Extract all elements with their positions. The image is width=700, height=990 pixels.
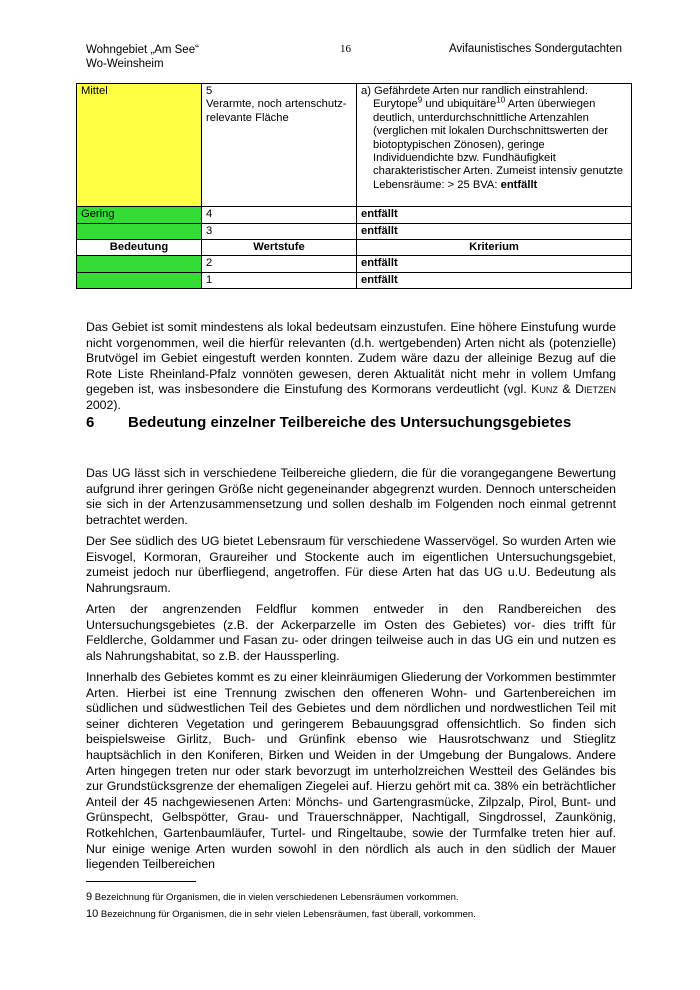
bedeutung-cell: Gering <box>77 207 202 223</box>
header-report-type: Avifaunistisches Sondergutachten <box>448 43 622 55</box>
kriterium-cell <box>357 223 632 239</box>
evaluation-table <box>76 83 632 289</box>
footnote-ref-10[interactable]: 10 <box>496 95 506 105</box>
kriterium-text: Arten überwiegen deutlich, unterdurchschnittliche Artenzahlen (verglichen mit lokalen Durchschnittswerten der biotoptypischen Zönosen), geringe Individuendichte bzw. Fundhäufigkeit charakteristischer Arten. Zumeist intensiv genutzte Lebensräume: > 25 BVA: <box>373 98 623 191</box>
kriterium-text: Eurytope <box>373 98 418 111</box>
paragraph-internal-structure: Innerhalb des Gebietes kommt es zu einer kleinräumigen Gliederung der Vorkommen bestimmter Arten. Hierbei ist eine Trennung zwischen den offeneren Wohn- und Gartenbereichen im südlichen und südwestlichen Teil des Gebietes und dem nördlichen und nordwestlichen Teil mit seiner dichteren Vegetation und geringerem Bebauungsgrad offensichtlich. So finden sich beispielsweise Girlitz, Buch- und Grünfink ebenso wie Hausrotschwanz und Stieglitz hauptsächlich in den Koniferen, Birken und Weiden in der Umgebung der Bungalows. Andere Arten hingegen treten nur oder stark bevorzugt im unterholzreichen Westteil des Geländes bis zur Grundstücksgrenze der ehemaligen Ziegelei auf. Hierzu gehört mit ca. 38% ein beträchtlicher Anteil der 45 nachgewiesenen Arten: Mönchs- und Gartengrasmücke, Zilpzalp, Pirol, Bunt- und Grünspecht, Gelbspötter, Grau- und Trauerschnäpper, Nachtigall, Singdrossel, Zaunkönig, Rotkehlchen, Gartenbaumläufer, Turtel- und Ringeltaube, sowie der Turmfalke treten hier auf. Nur einige wenige Arten wurden sowohl in den nördlich als auch in den südlich der Mauer liegenden Teilbereichen <box>86 670 616 872</box>
paragraph-subareas: Das UG lässt sich in verschiedene Teilbereiche gliedern, die für die vorangegangene Bewertung aufgrund ihrer geringen Größe nicht gegeneinander abgegrenzt wurden. Dennoch unterscheiden sie sich in der Artenzusammensetzung und sollen deshalb im Folgenden noch einmal getrennt betrachtet werden. <box>86 466 616 527</box>
kriterium-text: und ubiquitäre <box>422 98 497 111</box>
footnote-ref-9[interactable]: 9 <box>417 95 423 105</box>
paragraph-assessment <box>86 320 616 414</box>
kriterium-cell <box>357 207 632 223</box>
kriterium-result: entfällt <box>361 273 398 286</box>
kriterium-cell <box>357 256 632 272</box>
kriterium-result: entfällt <box>500 178 538 191</box>
bedeutung-cell <box>77 272 202 288</box>
footnote-text: Bezeichnung für Organismen, die in sehr vielen Lebensräumen, fast überall, vorkommen. <box>98 909 476 920</box>
wertstufe-cell: 1 <box>202 272 357 288</box>
footnote-10 <box>86 908 476 920</box>
wertstufe-cell: 2 <box>202 256 357 272</box>
page-number: 16 <box>340 43 351 55</box>
column-header-bedeutung: Bedeutung <box>77 240 202 256</box>
table-row <box>77 84 632 207</box>
table-row <box>77 256 632 272</box>
bedeutung-cell <box>77 256 202 272</box>
section-number: 6 <box>86 414 95 431</box>
kriterium-result: entfällt <box>361 224 398 237</box>
table-row <box>77 207 632 223</box>
paragraph-lake: Der See südlich des UG bietet Lebensraum für verschiedene Wasservögel. So wurden Arten wie Eisvogel, Kormoran, Graureiher und Stockente auch im eigentlichen Untersuchungsgebiet, zumeist jedoch nur überfliegend, angetroffen. Für diese Arten hat das UG u.U. Bedeutung als Nahrungsraum. <box>86 534 616 595</box>
footnote-9 <box>86 891 459 903</box>
wertstufe-cell: 3 <box>202 223 357 239</box>
bedeutung-cell <box>77 223 202 239</box>
table-header-row <box>77 240 632 256</box>
column-header-wertstufe: Wertstufe <box>202 240 357 256</box>
kriterium-a: a) Gefährdete Arten nur randlich einstrahlend. <box>361 85 588 97</box>
kriterium-cell <box>357 84 632 207</box>
header-project-title: Wohngebiet „Am See“ <box>86 44 199 56</box>
paragraph-farmland: Arten der angrenzenden Feldflur kommen entweder in den Randbereichen des Untersuchungsgebietes (z.B. der Ackerparzelle im Osten des Gebietes) vor- dies trifft für Feldlerche, Goldammer und Fasan zu- oder dringen teilweise auch in das UG ein und nutzen es als Nahrungshabitat, so z.B. der Haussperling. <box>86 602 616 663</box>
header-location: Wo-Weinsheim <box>86 58 164 70</box>
paragraph-text: Das Gebiet ist somit mindestens als lokal bedeutsam einzustufen. Eine höhere Einstufung wurde nicht vorgenommen, weil die hierfür relevanten (d.h. wertgebenden) Arten nicht als (potenzielle) Brutvögel im Gebiet eingestuft werden konnten. Zudem wäre dazu der alleinige Bezug auf die Rote Liste Rheinland-Pfalz vonnöten gewesen, deren Aktualität nicht mehr in vollem Umfang gegeben ist, was insbesondere die Einstufung des Kormorans verdeutlicht (vgl. <box>86 320 616 397</box>
wertstufe-description: Verarmte, noch artenschutz-relevante Fläche <box>206 98 347 124</box>
wertstufe-number: 5 <box>206 85 213 97</box>
wertstufe-cell: 4 <box>202 207 357 223</box>
wertstufe-cell <box>202 84 357 207</box>
footnote-divider <box>86 881 196 882</box>
table-row <box>77 223 632 239</box>
kriterium-body <box>361 95 627 192</box>
section-heading <box>86 414 571 431</box>
table-row <box>77 272 632 288</box>
section-title: Bedeutung einzelner Teilbereiche des Untersuchungsgebietes <box>128 414 572 431</box>
footnote-text: Bezeichnung für Organismen, die in vielen verschiedenen Lebensräumen vorkommen. <box>92 892 459 903</box>
kriterium-result: entfällt <box>361 208 398 221</box>
bedeutung-cell: Mittel <box>77 84 202 207</box>
header-left <box>86 43 199 71</box>
column-header-kriterium: Kriterium <box>357 240 632 256</box>
paragraph-text: 2002). <box>86 397 121 412</box>
kriterium-result: entfällt <box>361 257 398 270</box>
kriterium-cell <box>357 272 632 288</box>
citation-authors: Kunz & Dietzen <box>531 382 616 397</box>
footnote-number: 9 <box>86 891 93 903</box>
footnote-number: 10 <box>86 908 99 920</box>
